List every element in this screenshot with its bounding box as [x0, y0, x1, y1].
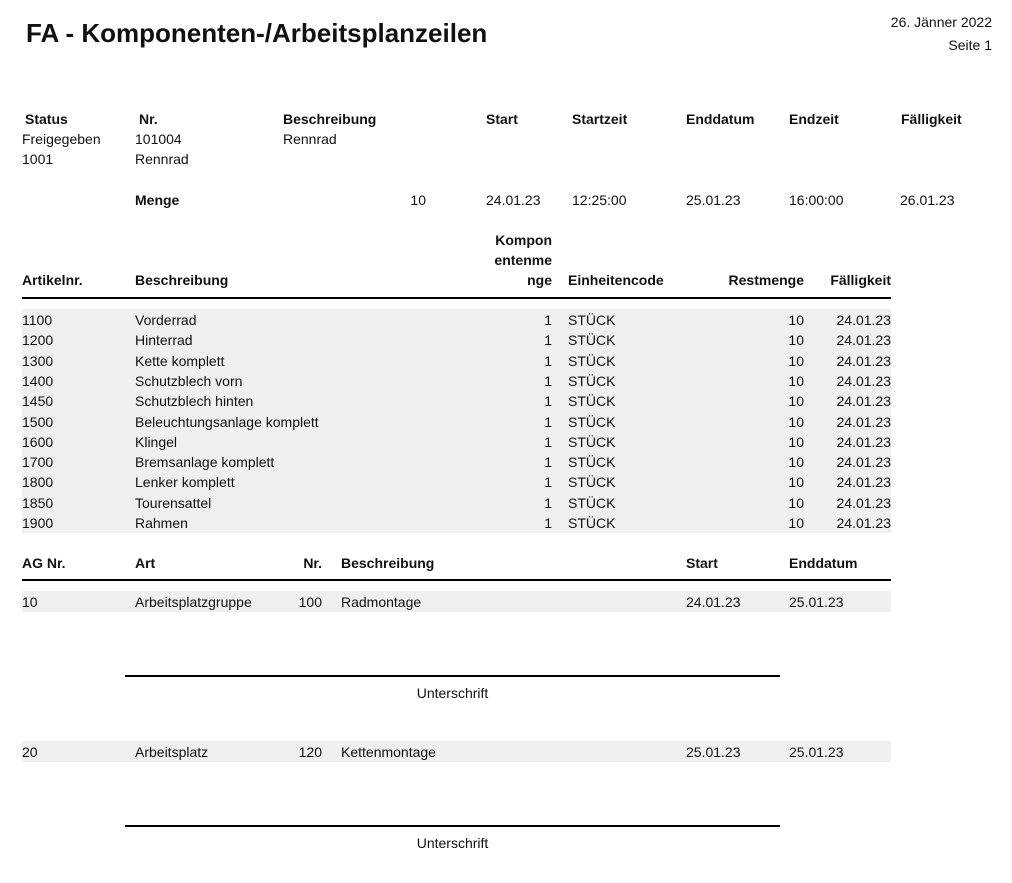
col-restmenge: Restmenge	[728, 272, 804, 288]
col-ag-nr: AG Nr.	[22, 555, 66, 571]
col-faelligkeit: Fälligkeit	[830, 272, 891, 288]
table-row	[0, 472, 1012, 492]
order-nr: 101004	[135, 131, 182, 147]
cell-faelligkeit: 24.01.23	[836, 393, 891, 410]
cell-artikelnr: 1200	[22, 332, 54, 349]
cell-komponentenmenge: 1	[544, 433, 552, 450]
cell-art: Arbeitsplatzgruppe	[135, 593, 252, 610]
cell-faelligkeit: 24.01.23	[836, 352, 891, 369]
cell-beschreibung: Schutzblech vorn	[135, 372, 243, 389]
cell-einheitencode: STÜCK	[568, 433, 616, 450]
col-komponentenmenge-line1: Kompon	[495, 232, 552, 248]
cell-artikelnr: 1700	[22, 454, 54, 471]
cell-beschreibung: Kette komplett	[135, 352, 225, 369]
col-routing-nr: Nr.	[303, 555, 322, 571]
cell-einheitencode: STÜCK	[568, 352, 616, 369]
col-routing-beschreibung: Beschreibung	[341, 555, 435, 571]
cell-beschreibung: Rahmen	[135, 515, 188, 531]
cell-einheitencode: STÜCK	[568, 515, 616, 531]
cell-faelligkeit: 24.01.23	[836, 454, 891, 471]
report-title: FA - Komponenten-/Arbeitsplanzeilen	[26, 18, 488, 48]
cell-faelligkeit: 24.01.23	[836, 372, 891, 389]
table-row	[0, 742, 1012, 762]
cell-artikelnr: 1400	[22, 372, 54, 389]
table-row	[0, 371, 1012, 391]
cell-beschreibung: Schutzblech hinten	[135, 393, 254, 410]
cell-artikelnr: 1850	[22, 494, 54, 511]
cell-einheitencode: STÜCK	[568, 494, 616, 511]
order-endzeit: 16:00:00	[789, 192, 844, 208]
cell-beschreibung: Tourensattel	[135, 494, 212, 511]
cell-komponentenmenge: 1	[544, 474, 552, 491]
cell-beschreibung: Beleuchtungsanlage komplett	[135, 413, 319, 430]
order-status: Freigegeben	[22, 131, 101, 147]
order-start: 24.01.23	[486, 192, 541, 208]
cell-restmenge: 10	[788, 413, 804, 430]
cell-restmenge: 10	[788, 454, 804, 471]
table-row	[0, 452, 1012, 472]
cell-einheitencode: STÜCK	[568, 312, 616, 328]
cell-ag-nr: 20	[22, 743, 38, 760]
cell-routing-start: 24.01.23	[686, 593, 741, 610]
cell-artikelnr: 1300	[22, 352, 54, 369]
cell-routing-enddatum: 25.01.23	[789, 593, 844, 610]
cell-routing-nr: 120	[298, 743, 322, 760]
col-komponentenmenge-line2: entenme	[494, 252, 552, 268]
cell-restmenge: 10	[788, 372, 804, 389]
cell-restmenge: 10	[788, 352, 804, 369]
label-beschreibung: Beschreibung	[283, 111, 377, 127]
cell-routing-nr: 100	[298, 593, 322, 610]
cell-einheitencode: STÜCK	[568, 454, 616, 471]
report-date: 26. Jänner 2022	[890, 14, 992, 30]
cell-einheitencode: STÜCK	[568, 393, 616, 410]
col-routing-enddatum: Enddatum	[789, 555, 858, 571]
order-beschreibung: Rennrad	[283, 131, 337, 147]
page-number: Seite 1	[948, 37, 992, 53]
signature-label: Unterschrift	[416, 685, 489, 701]
label-menge: Menge	[135, 192, 180, 208]
cell-faelligkeit: 24.01.23	[836, 312, 891, 328]
cell-restmenge: 10	[788, 494, 804, 511]
components-header-rule	[22, 297, 891, 299]
order-menge: 10	[410, 192, 426, 208]
cell-faelligkeit: 24.01.23	[836, 474, 891, 491]
table-row	[0, 330, 1012, 350]
cell-einheitencode: STÜCK	[568, 413, 616, 430]
cell-routing-enddatum: 25.01.23	[789, 743, 844, 760]
col-komponentenmenge-line3: nge	[527, 272, 552, 288]
cell-routing-beschreibung: Kettenmontage	[341, 743, 436, 760]
col-einheitencode: Einheitencode	[568, 272, 664, 288]
cell-einheitencode: STÜCK	[568, 332, 616, 349]
label-endzeit: Endzeit	[789, 111, 839, 127]
label-faelligkeit: Fälligkeit	[901, 111, 962, 127]
cell-restmenge: 10	[788, 312, 804, 328]
table-row	[0, 432, 1012, 452]
signature-line	[125, 675, 780, 677]
table-row	[0, 493, 1012, 513]
col-beschreibung: Beschreibung	[135, 272, 229, 288]
routing-header-rule	[22, 579, 891, 581]
col-routing-start: Start	[686, 555, 718, 571]
cell-faelligkeit: 24.01.23	[836, 494, 891, 511]
cell-komponentenmenge: 1	[544, 454, 552, 471]
cell-komponentenmenge: 1	[544, 312, 552, 328]
label-nr: Nr.	[139, 111, 158, 127]
table-row	[0, 592, 1012, 612]
cell-beschreibung: Vorderrad	[135, 312, 197, 328]
order-faelligkeit: 26.01.23	[900, 192, 955, 208]
cell-beschreibung: Klingel	[135, 433, 178, 450]
cell-faelligkeit: 24.01.23	[836, 413, 891, 430]
order-nr-sub: Rennrad	[135, 151, 189, 167]
cell-restmenge: 10	[788, 433, 804, 450]
cell-ag-nr: 10	[22, 593, 38, 610]
cell-beschreibung: Hinterrad	[135, 332, 193, 349]
cell-komponentenmenge: 1	[544, 352, 552, 369]
cell-artikelnr: 1600	[22, 433, 54, 450]
order-enddatum: 25.01.23	[686, 192, 741, 208]
cell-artikelnr: 1500	[22, 413, 54, 430]
cell-einheitencode: STÜCK	[568, 372, 616, 389]
cell-beschreibung: Bremsanlage komplett	[135, 454, 275, 471]
signature-line	[125, 825, 780, 827]
cell-routing-beschreibung: Radmontage	[341, 593, 422, 610]
table-row	[0, 412, 1012, 432]
cell-beschreibung: Lenker komplett	[135, 474, 235, 491]
cell-artikelnr: 1450	[22, 393, 54, 410]
cell-artikelnr: 1800	[22, 474, 54, 491]
col-artikelnr: Artikelnr.	[22, 272, 83, 288]
cell-faelligkeit: 24.01.23	[836, 433, 891, 450]
cell-art: Arbeitsplatz	[135, 743, 209, 760]
cell-artikelnr: 1100	[22, 312, 53, 328]
table-row	[0, 310, 1012, 330]
cell-komponentenmenge: 1	[544, 393, 552, 410]
order-startzeit: 12:25:00	[572, 192, 627, 208]
label-status: Status	[25, 111, 68, 127]
cell-restmenge: 10	[788, 474, 804, 491]
cell-restmenge: 10	[788, 332, 804, 349]
label-startzeit: Startzeit	[572, 111, 628, 127]
cell-einheitencode: STÜCK	[568, 474, 616, 491]
cell-faelligkeit: 24.01.23	[836, 332, 891, 349]
cell-komponentenmenge: 1	[544, 494, 552, 511]
label-start: Start	[486, 111, 518, 127]
cell-restmenge: 10	[788, 393, 804, 410]
cell-komponentenmenge: 1	[544, 332, 552, 349]
cell-komponentenmenge: 1	[544, 515, 552, 531]
table-row	[0, 351, 1012, 371]
cell-faelligkeit: 24.01.23	[836, 515, 891, 531]
cell-komponentenmenge: 1	[544, 413, 552, 430]
cell-restmenge: 10	[788, 515, 804, 531]
table-row	[0, 391, 1012, 411]
cell-routing-start: 25.01.23	[686, 743, 741, 760]
col-art: Art	[135, 555, 156, 571]
cell-komponentenmenge: 1	[544, 372, 552, 389]
order-status-sub: 1001	[22, 151, 54, 167]
table-row	[0, 513, 1012, 533]
label-enddatum: Enddatum	[686, 111, 755, 127]
cell-artikelnr: 1900	[22, 515, 54, 531]
signature-label: Unterschrift	[416, 835, 489, 851]
